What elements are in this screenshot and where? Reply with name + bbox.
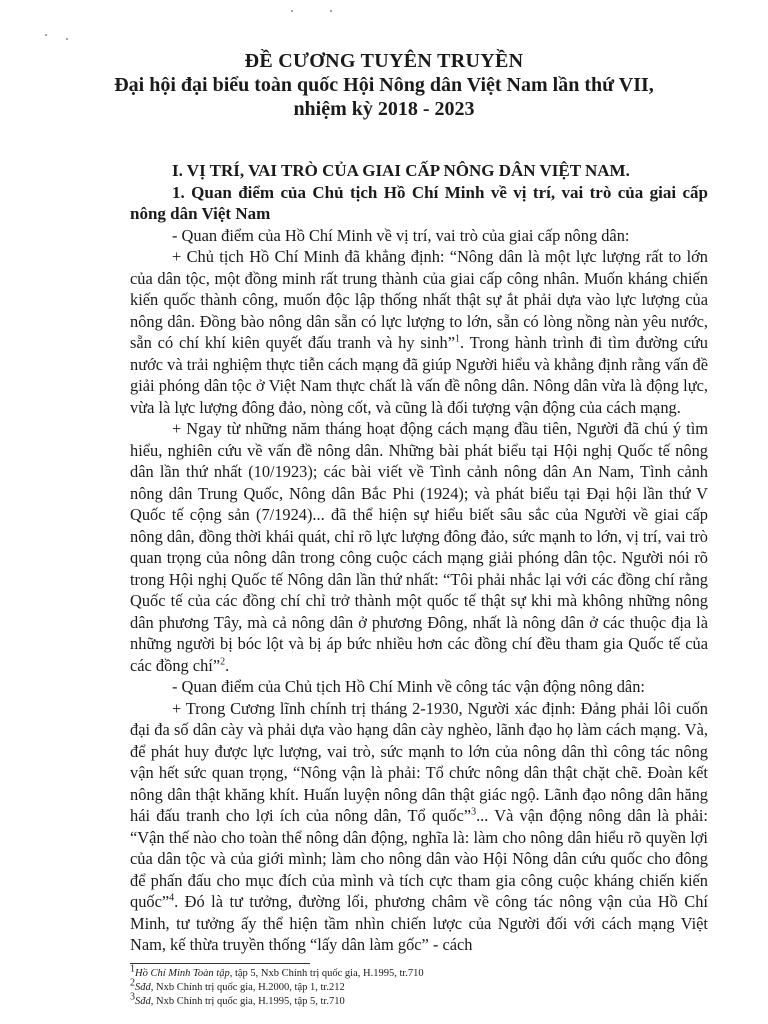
intro-line: - Quan điểm của Hồ Chí Minh về vị trí, vai trò của giai cấp nông dân: [172, 225, 630, 245]
document-subtitle-line1: Đại hội đại biểu toàn quốc Hội Nông dân Việt Nam lần thứ VII, [114, 74, 654, 96]
paragraph-3-tail: . Đó là tư tưởng, đường lối, phương châm về công tác nông vận của Hồ Chí Minh, tư tưởng ấy thể hiện tầm nhìn chiến lược của Người đối với cách mạng Việt Nam, kế thừa truyền thống “lấy dân làm gốc” - cách [130, 892, 708, 954]
paragraph-2-text: + Ngay từ những năm tháng hoạt động cách mạng đầu tiên, Người đã chú ý tìm hiểu, nghiên cứu về vấn đề nông dân. Những bài phát biểu tại Hội nghị Quốc tế nông dân lần thứ nhất (10/1923); các bài viết về Tình cảnh nông dân An Nam, Tình cảnh nông dân Trung Quốc, Nông dân Bắc Phi (1924); và phát biểu tại Đại hội lần thứ V Quốc tế cộng sản (7/1924)... đã thể hiện sự hiểu biết sâu sắc của Người về giai cấp nông dân, đồng thời khái quát, chỉ rõ lực lượng đông đảo, sức mạnh to lớn, vị trí, vai trò quan trọng của nông dân trong công cuộc cách mạng giải phóng dân tộc. Người nói rõ trong Hội nghị Quốc tế Nông dân lần thứ nhất: “Tôi phải nhắc lại với các đồng chí rằng Quốc tế của các đồng chí chỉ trở thành một quốc tế thật sự khi mà không những nông dân phương Tây, mà cả nông dân ở phương Đông, nhất là nông dân ở các thuộc địa là những người bị bóc lột và bị áp bức nhiều hơn các đồng chí đều tham gia Quốc tế của các đồng chí” [130, 419, 708, 675]
footnote-number: 3 [130, 991, 135, 1003]
footnote-source: Sđd [135, 982, 151, 993]
paragraph-3-mid: ... Và vận động nông dân là phải: “Vận thế nào cho toàn thể nông dân động, nghĩa là: làm cho nông dân hiểu rõ quyền lợi của dân tộc và của giới mình; làm cho nông dân vào Hội Nông dân cứu quốc cho đông để phấn đấu cho mục đích của mình và tích cực tham gia công cuộc kháng chiến kiến quốc” [130, 806, 708, 911]
footnote-number: 1 [130, 963, 135, 975]
scan-speck [66, 38, 68, 40]
scan-speck [330, 10, 332, 12]
footnote-detail: , tập 5, Nxb Chính trị quốc gia, H.1995, tr.710 [229, 968, 424, 979]
paragraph-1-tail: . Trong hành trình đi tìm đường cứu nước và trải nghiệm thực tiễn cách mạng đã giúp Người hiểu và khẳng định rằng vấn đề giải phóng dân tộc ở Việt Nam thực chất là vấn đề nông dân. Nông dân vừa là động lực, vừa là lực lượng đông đảo, nòng cốt, và cũng là đối tượng vận động của cách mạng. [130, 333, 708, 417]
footnote-detail: , Nxb Chính trị quốc gia, H.1995, tập 5, tr.710 [150, 996, 345, 1007]
paragraph-3 [130, 698, 708, 956]
footnote-source: Hồ Chí Minh Toàn tập [135, 968, 230, 979]
section-heading: I. VỊ TRÍ, VAI TRÒ CỦA GIAI CẤP NÔNG DÂN VIỆT NAM. [172, 161, 630, 180]
footnote [130, 977, 710, 995]
section-subheading: 1. Quan điểm của Chủ tịch Hồ Chí Minh về vị trí, vai trò của giai cấp nông dân Việt Nam [130, 182, 708, 223]
paragraph-1-text: + Chủ tịch Hồ Chí Minh đã khẳng định: “Nông dân là một lực lượng rất to lớn của dân tộc, một đồng minh rất trung thành của giai cấp công nhân. Muốn kháng chiến kiến quốc thành công, muốn độc lập thống nhất thật sự ắt phải dựa vào lực lượng của nông dân. Đồng bào nông dân sẵn có lực lượng to lớn, sẵn có lòng nồng nàn yêu nước, sẵn có chí khí kiên quyết đấu tranh và hy sinh” [130, 247, 708, 352]
paragraph-2-tail: . [225, 655, 230, 675]
intro-line-2: - Quan điểm của Chủ tịch Hồ Chí Minh về công tác vận động nông dân: [172, 677, 645, 696]
paragraph-3-text: + Trong Cương lĩnh chính trị tháng 2-1930, Người xác định: Đảng phải lôi cuốn đại đa số dân cày và phải dựa vào hạng dân cày nghèo, lãnh đạo họ làm cách mạng. Và, để phát huy được lực lượng, vai trò, sức mạnh to lớn của nông dân thì công tác nông vận hết sức quan trọng, “Nông vận là phải: Tổ chức nông dân thật chặt chẽ. Đoàn kết nông dân thật khăng khít. Huấn luyện nông dân thật giác ngộ. Lãnh đạo nông dân hăng hái đấu tranh cho lợi ích của nông dân, Tổ quốc” [130, 698, 708, 825]
footnote-detail: , Nxb Chính trị quốc gia, H.2000, tập 1, tr.212 [150, 982, 345, 993]
paragraph-2 [130, 418, 708, 676]
paragraph-1 [130, 246, 708, 418]
footnote-ref: 4 [169, 892, 175, 904]
footnote-source: Sđd [135, 996, 151, 1007]
document-body [130, 160, 708, 956]
footnote [130, 963, 710, 981]
footnote-ref: 2 [220, 656, 226, 668]
document-title: ĐỀ CƯƠNG TUYÊN TRUYỀN [244, 50, 524, 72]
document-subtitle-line2: nhiệm kỳ 2018 - 2023 [293, 98, 475, 120]
footnotes [130, 963, 710, 1009]
title-block [0, 49, 768, 121]
footnote-divider [130, 963, 310, 964]
footnote-number: 2 [130, 977, 135, 989]
footnote-ref: 3 [471, 806, 477, 818]
footnote-ref: 1 [455, 333, 460, 345]
footnote [130, 991, 710, 1009]
scan-speck [45, 34, 47, 36]
scan-speck [291, 10, 293, 12]
